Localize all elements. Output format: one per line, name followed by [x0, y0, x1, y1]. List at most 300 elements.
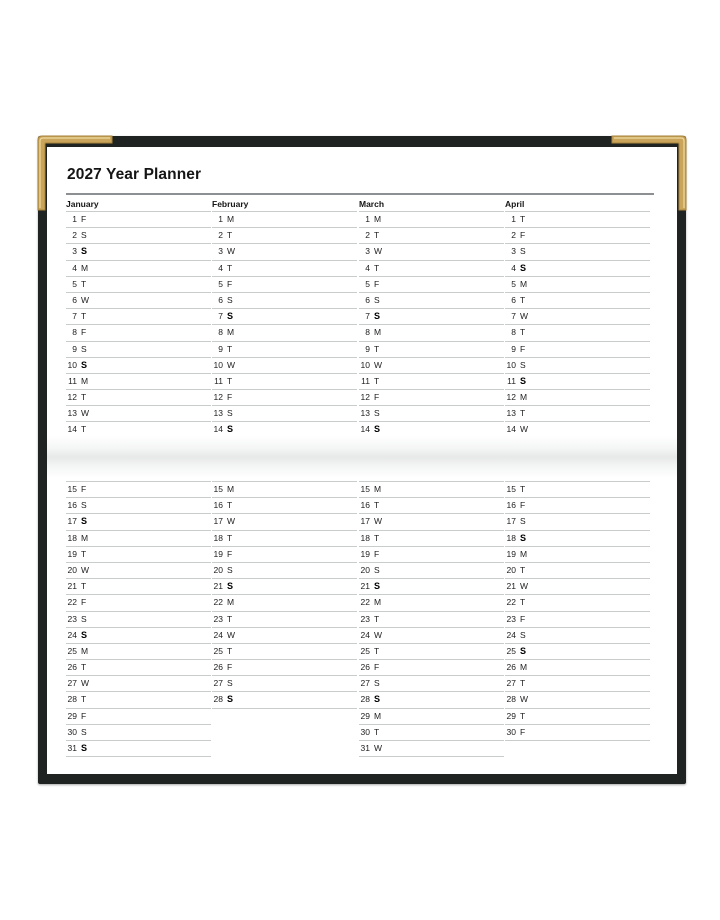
day-number: 13 — [506, 408, 516, 419]
day-row[interactable] — [66, 390, 211, 406]
day-number: 7 — [218, 311, 223, 322]
day-number: 1 — [72, 214, 77, 224]
day-row[interactable] — [212, 358, 357, 374]
day-row[interactable] — [505, 228, 650, 244]
day-row[interactable] — [359, 374, 504, 390]
day-number: 5 — [218, 278, 223, 289]
day-number: 9 — [365, 343, 370, 354]
day-number: 26 — [360, 662, 370, 673]
day-number: 22 — [213, 597, 223, 608]
day-row[interactable] — [212, 390, 357, 406]
day-row[interactable] — [212, 325, 357, 341]
weekday-letter: W — [520, 581, 529, 592]
weekday-letter: S — [81, 230, 87, 241]
weekday-letter: M — [520, 278, 528, 289]
day-row[interactable] — [66, 358, 211, 374]
day-row[interactable] — [359, 325, 504, 341]
day-row[interactable] — [505, 612, 650, 628]
day-row[interactable] — [66, 342, 211, 358]
weekday-letter: M — [227, 327, 235, 338]
day-number: 23 — [360, 613, 370, 624]
day-number: 31 — [67, 743, 77, 753]
weekday-letter: M — [81, 532, 89, 543]
weekday-letter: T — [81, 392, 87, 403]
day-row[interactable] — [505, 390, 650, 406]
day-number: 11 — [361, 375, 370, 386]
weekday-letter: M — [520, 392, 528, 403]
day-row[interactable] — [359, 725, 504, 741]
weekday-letter: S — [81, 500, 87, 511]
weekday-letter: S — [81, 343, 87, 354]
day-row[interactable] — [359, 244, 504, 260]
day-number: 15 — [67, 484, 77, 494]
day-number: 29 — [506, 710, 516, 721]
weekday-letter: T — [227, 230, 233, 241]
day-number: 2 — [218, 230, 223, 241]
month-column-april — [505, 481, 650, 756]
day-number: 14 — [506, 424, 516, 435]
day-row[interactable] — [66, 660, 211, 676]
day-row[interactable] — [66, 563, 211, 579]
day-row[interactable] — [66, 612, 211, 628]
weekday-letter: S — [374, 564, 380, 575]
day-row[interactable] — [505, 293, 650, 309]
weekday-letter: M — [374, 484, 382, 494]
weekday-letter: S — [227, 694, 234, 705]
weekday-letter: M — [227, 597, 235, 608]
day-number: 23 — [213, 613, 223, 624]
empty-row — [212, 739, 357, 754]
weekday-letter: F — [520, 726, 526, 737]
weekday-letter: S — [374, 424, 381, 435]
day-row[interactable] — [212, 374, 357, 390]
weekday-letter: W — [227, 246, 236, 257]
day-row[interactable] — [359, 293, 504, 309]
day-row[interactable] — [212, 277, 357, 293]
month-column-january — [66, 211, 211, 439]
day-number: 4 — [72, 262, 77, 273]
day-number: 5 — [511, 278, 516, 289]
day-number: 21 — [360, 581, 370, 592]
day-number: 18 — [213, 532, 223, 543]
day-number: 23 — [506, 613, 516, 624]
day-number: 12 — [506, 392, 516, 403]
day-number: 30 — [67, 726, 77, 737]
month-header-march: March — [359, 199, 385, 209]
weekday-letter: M — [374, 710, 382, 721]
weekday-letter: W — [227, 359, 236, 370]
day-row[interactable] — [66, 481, 211, 498]
weekday-letter: F — [227, 278, 233, 289]
day-row[interactable] — [212, 628, 357, 644]
day-row[interactable] — [505, 547, 650, 563]
day-number: 10 — [360, 359, 370, 370]
day-number: 13 — [67, 408, 77, 419]
day-row[interactable] — [66, 692, 211, 708]
day-row[interactable] — [212, 293, 357, 309]
weekday-letter: F — [81, 484, 87, 494]
day-row[interactable] — [66, 725, 211, 741]
weekday-letter: W — [374, 516, 383, 527]
day-row[interactable] — [359, 692, 504, 708]
weekday-letter: T — [374, 645, 380, 656]
weekday-letter: S — [520, 246, 526, 257]
day-row[interactable] — [66, 741, 211, 757]
day-number: 6 — [72, 294, 77, 305]
day-number: 27 — [213, 678, 223, 689]
weekday-letter: W — [81, 564, 90, 575]
day-number: 3 — [72, 246, 77, 257]
day-row[interactable] — [359, 531, 504, 547]
day-row[interactable] — [359, 741, 504, 757]
weekday-letter: T — [374, 726, 380, 737]
weekday-letter: W — [374, 246, 383, 257]
day-row[interactable] — [359, 228, 504, 244]
day-row[interactable] — [212, 579, 357, 595]
weekday-letter: M — [81, 262, 89, 273]
weekday-letter: T — [81, 311, 87, 322]
day-row[interactable] — [505, 277, 650, 293]
day-number: 12 — [360, 392, 370, 403]
weekday-letter: T — [374, 375, 380, 386]
day-row[interactable] — [66, 595, 211, 611]
day-row[interactable] — [212, 676, 357, 692]
weekday-letter: F — [81, 597, 87, 608]
day-number: 3 — [365, 246, 370, 257]
day-row[interactable] — [66, 261, 211, 277]
day-row[interactable] — [66, 514, 211, 530]
day-row[interactable] — [212, 406, 357, 422]
weekday-letter: M — [81, 645, 89, 656]
day-number: 18 — [67, 532, 77, 543]
weekday-letter: W — [227, 629, 236, 640]
day-number: 16 — [67, 500, 77, 511]
day-number: 4 — [218, 262, 223, 273]
day-number: 29 — [360, 710, 370, 721]
weekday-letter: W — [374, 359, 383, 370]
weekday-letter: F — [227, 392, 233, 403]
day-row[interactable] — [359, 261, 504, 277]
weekday-letter: M — [227, 484, 235, 494]
weekday-letter: T — [227, 375, 233, 386]
day-row[interactable] — [66, 547, 211, 563]
day-row[interactable] — [359, 644, 504, 660]
day-row[interactable] — [505, 481, 650, 498]
month-column-february — [212, 211, 357, 439]
day-number: 20 — [213, 564, 223, 575]
month-header-april: April — [505, 199, 525, 209]
day-number: 30 — [506, 726, 516, 737]
weekday-letter: T — [227, 343, 233, 354]
day-number: 25 — [506, 645, 516, 656]
day-row[interactable] — [359, 709, 504, 725]
weekday-letter: F — [374, 392, 380, 403]
day-row[interactable] — [359, 481, 504, 498]
weekday-letter: W — [520, 311, 529, 322]
day-number: 5 — [72, 278, 77, 289]
day-row[interactable] — [359, 390, 504, 406]
day-row[interactable] — [359, 406, 504, 422]
day-row[interactable] — [505, 211, 650, 228]
day-row[interactable] — [359, 277, 504, 293]
day-row[interactable] — [505, 531, 650, 547]
day-number: 17 — [213, 516, 223, 527]
day-number: 22 — [506, 597, 516, 608]
day-row[interactable] — [505, 244, 650, 260]
weekday-letter: S — [374, 311, 381, 322]
day-row[interactable] — [66, 309, 211, 325]
weekday-letter: T — [81, 424, 87, 435]
weekday-letter: T — [374, 500, 380, 511]
month-column-april — [505, 211, 650, 439]
day-number: 8 — [218, 327, 223, 338]
month-headers — [66, 196, 654, 212]
day-row[interactable] — [505, 261, 650, 277]
weekday-letter: S — [81, 743, 88, 753]
weekday-letter: M — [520, 662, 528, 673]
day-row[interactable] — [212, 261, 357, 277]
weekday-letter: T — [81, 548, 87, 559]
day-row[interactable] — [505, 676, 650, 692]
day-number: 11 — [214, 375, 223, 386]
weekday-letter: S — [227, 294, 233, 305]
day-row[interactable] — [505, 325, 650, 341]
weekday-letter: S — [374, 581, 381, 592]
day-row[interactable] — [359, 498, 504, 514]
weekday-letter: F — [81, 710, 87, 721]
day-number: 16 — [506, 500, 516, 511]
day-row[interactable] — [505, 374, 650, 390]
day-number: 21 — [213, 581, 223, 592]
day-number: 28 — [506, 694, 516, 705]
weekday-letter: W — [520, 424, 529, 435]
day-number: 11 — [68, 375, 77, 386]
day-row[interactable] — [359, 595, 504, 611]
day-number: 19 — [213, 548, 223, 559]
weekday-letter: T — [227, 262, 233, 273]
weekday-letter: S — [81, 246, 88, 257]
month-column-march — [359, 211, 504, 439]
day-row[interactable] — [66, 277, 211, 293]
day-number: 3 — [511, 246, 516, 257]
day-number: 27 — [360, 678, 370, 689]
weekday-letter: M — [374, 327, 382, 338]
day-row[interactable] — [212, 547, 357, 563]
day-row[interactable] — [212, 481, 357, 498]
weekday-letter: T — [520, 408, 526, 419]
day-row[interactable] — [505, 692, 650, 708]
weekday-letter: W — [374, 629, 383, 640]
day-row[interactable] — [212, 498, 357, 514]
day-row[interactable] — [359, 547, 504, 563]
day-number: 1 — [511, 214, 516, 224]
weekday-letter: T — [520, 294, 526, 305]
month-column-march — [359, 481, 504, 757]
weekday-letter: S — [520, 375, 527, 386]
weekday-letter: T — [520, 214, 526, 224]
day-row[interactable] — [505, 660, 650, 676]
day-row[interactable] — [505, 595, 650, 611]
weekday-letter: F — [81, 214, 87, 224]
weekday-letter: S — [227, 408, 233, 419]
day-row[interactable] — [66, 498, 211, 514]
day-number: 29 — [67, 710, 77, 721]
day-row[interactable] — [66, 628, 211, 644]
weekday-letter: S — [81, 629, 88, 640]
weekday-letter: T — [520, 564, 526, 575]
day-number: 31 — [360, 743, 370, 753]
weekday-letter: S — [227, 311, 234, 322]
day-row[interactable] — [212, 228, 357, 244]
day-row[interactable] — [66, 644, 211, 660]
day-row[interactable] — [212, 309, 357, 325]
weekday-letter: F — [227, 662, 233, 673]
weekday-letter: W — [520, 694, 529, 705]
weekday-letter: M — [374, 597, 382, 608]
day-row[interactable] — [505, 709, 650, 725]
day-row[interactable] — [505, 628, 650, 644]
weekday-letter: F — [374, 662, 380, 673]
weekday-letter: T — [81, 581, 87, 592]
day-row[interactable] — [505, 644, 650, 660]
day-number: 4 — [365, 262, 370, 273]
weekday-letter: T — [374, 613, 380, 624]
day-row[interactable] — [359, 211, 504, 228]
day-row[interactable] — [359, 358, 504, 374]
empty-row — [505, 741, 650, 756]
day-number: 18 — [360, 532, 370, 543]
day-row[interactable] — [212, 612, 357, 628]
day-number: 17 — [360, 516, 370, 527]
day-row[interactable] — [212, 644, 357, 660]
day-row[interactable] — [359, 612, 504, 628]
weekday-letter: S — [374, 694, 381, 705]
day-number: 25 — [67, 645, 77, 656]
day-row[interactable] — [66, 228, 211, 244]
day-number: 24 — [360, 629, 370, 640]
day-row[interactable] — [66, 244, 211, 260]
weekday-letter: M — [227, 214, 235, 224]
day-number: 20 — [360, 564, 370, 575]
day-row[interactable] — [66, 211, 211, 228]
day-row[interactable] — [359, 563, 504, 579]
day-number: 23 — [67, 613, 77, 624]
day-row[interactable] — [359, 676, 504, 692]
day-row[interactable] — [359, 628, 504, 644]
day-row[interactable] — [505, 563, 650, 579]
day-row[interactable] — [66, 579, 211, 595]
day-number: 5 — [365, 278, 370, 289]
day-row[interactable] — [66, 374, 211, 390]
day-number: 9 — [511, 343, 516, 354]
day-row[interactable] — [505, 579, 650, 595]
day-row[interactable] — [505, 406, 650, 422]
day-row[interactable] — [66, 406, 211, 422]
day-number: 21 — [506, 581, 516, 592]
day-row[interactable] — [359, 514, 504, 530]
weekday-letter: S — [520, 516, 526, 527]
weekday-letter: T — [227, 500, 233, 511]
day-row[interactable] — [212, 563, 357, 579]
day-row[interactable] — [66, 676, 211, 692]
weekday-letter: T — [227, 613, 233, 624]
day-row[interactable] — [359, 309, 504, 325]
day-row[interactable] — [212, 514, 357, 530]
weekday-letter: T — [81, 694, 87, 705]
day-row[interactable] — [505, 498, 650, 514]
day-number: 26 — [67, 662, 77, 673]
day-number: 17 — [67, 516, 77, 527]
day-row[interactable] — [212, 595, 357, 611]
planner-page — [47, 147, 677, 774]
day-row[interactable] — [505, 309, 650, 325]
day-row[interactable] — [66, 325, 211, 341]
day-number: 12 — [67, 392, 77, 403]
day-number: 10 — [67, 359, 77, 370]
day-number: 4 — [511, 262, 516, 273]
day-number: 26 — [213, 662, 223, 673]
weekday-letter: S — [374, 678, 380, 689]
day-number: 28 — [213, 694, 223, 705]
day-number: 22 — [67, 597, 77, 608]
day-row[interactable] — [359, 342, 504, 358]
day-row[interactable] — [505, 514, 650, 530]
day-row[interactable] — [212, 692, 357, 708]
month-header-february: February — [212, 199, 249, 209]
day-number: 27 — [506, 678, 516, 689]
empty-row — [212, 709, 357, 724]
day-row[interactable] — [359, 660, 504, 676]
day-number: 2 — [72, 230, 77, 241]
day-row[interactable] — [359, 579, 504, 595]
day-row[interactable] — [212, 342, 357, 358]
day-number: 28 — [360, 694, 370, 705]
day-row[interactable] — [505, 342, 650, 358]
weekday-letter: T — [520, 484, 526, 494]
weekday-letter: S — [227, 678, 233, 689]
day-number: 7 — [72, 311, 77, 322]
weekday-letter: F — [81, 327, 87, 338]
day-number: 30 — [360, 726, 370, 737]
day-number: 21 — [67, 581, 77, 592]
header-rule — [66, 193, 654, 195]
day-row[interactable] — [212, 211, 357, 228]
weekday-letter: T — [520, 678, 526, 689]
weekday-letter: F — [520, 500, 526, 511]
weekday-letter: T — [81, 278, 87, 289]
day-row[interactable] — [66, 531, 211, 547]
day-row[interactable] — [66, 293, 211, 309]
weekday-letter: F — [374, 548, 380, 559]
day-row[interactable] — [212, 244, 357, 260]
day-number: 25 — [360, 645, 370, 656]
day-row[interactable] — [212, 660, 357, 676]
weekday-letter: S — [374, 408, 380, 419]
day-number: 15 — [360, 484, 370, 494]
weekday-letter: T — [227, 645, 233, 656]
day-row[interactable] — [212, 531, 357, 547]
day-number: 9 — [72, 343, 77, 354]
weekday-letter: W — [227, 516, 236, 527]
day-number: 19 — [506, 548, 516, 559]
day-row[interactable] — [505, 725, 650, 741]
day-row[interactable] — [66, 709, 211, 725]
day-row[interactable] — [505, 358, 650, 374]
weekday-letter: S — [227, 581, 234, 592]
weekday-letter: M — [374, 214, 382, 224]
weekday-letter: T — [520, 597, 526, 608]
page-title: 2027 Year Planner — [67, 166, 202, 183]
